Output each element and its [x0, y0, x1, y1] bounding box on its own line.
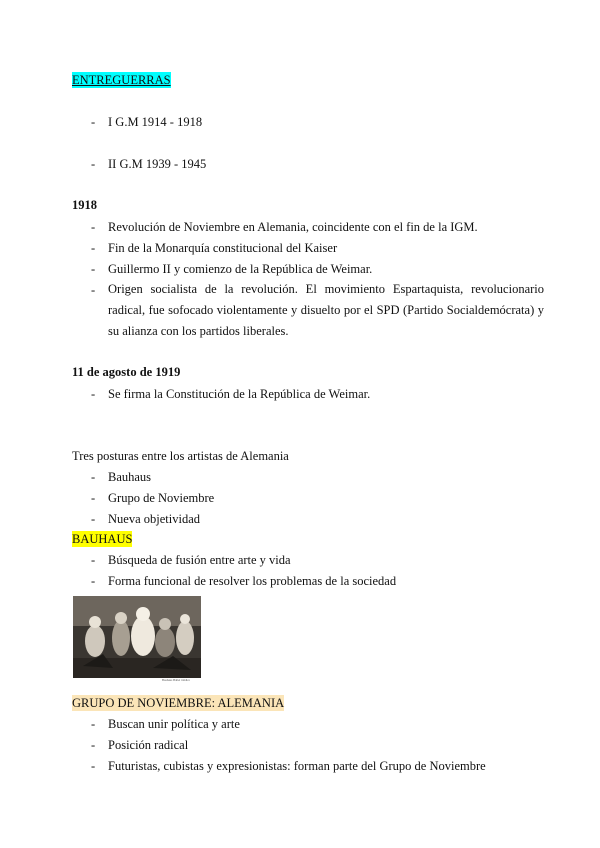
bullet: -	[91, 115, 96, 129]
list-item-wrapped: Origen socialista de la revolución. El movimiento Espartaquista, revolucionario radical, fue sofocado violentamente y disuelto por el SPD (Partido Socialdemócrata) y su alianza con los partidos liberales.	[108, 282, 544, 338]
heading-bauhaus: BAUHAUS	[72, 532, 133, 546]
list-item: Posición radical	[108, 738, 189, 752]
list-item: Se firma la Constitución de la República de Weimar.	[108, 387, 371, 401]
bullet: -	[91, 553, 96, 567]
heading-agosto-1919: 11 de agosto de 1919	[72, 365, 181, 379]
bullet: -	[91, 262, 96, 276]
bullet: -	[91, 241, 96, 255]
bullet: -	[91, 717, 96, 731]
bullet: -	[91, 470, 96, 484]
title-entreguerras: ENTREGUERRAS	[72, 73, 171, 87]
bullet: -	[91, 387, 96, 401]
bullet: -	[91, 220, 96, 234]
list-item: Grupo de Noviembre	[108, 491, 215, 505]
bullet: -	[91, 491, 96, 505]
bullet: -	[91, 759, 96, 773]
bauhaus-photo	[73, 596, 201, 678]
list-item: Fin de la Monarquía constitucional del Kaiser	[108, 241, 338, 255]
heading-1918: 1918	[72, 198, 97, 212]
bullet: -	[91, 512, 96, 526]
heading-grupo-noviembre: GRUPO DE NOVIEMBRE: ALEMANIA	[72, 696, 285, 710]
list-item: Guillermo II y comienzo de la República de Weimar.	[108, 262, 373, 276]
bullet: -	[91, 574, 96, 588]
list-item: Buscan unir política y arte	[108, 717, 240, 731]
photo-caption: Bauhaus Ballet triádico	[162, 678, 191, 682]
list-item: Nueva objetividad	[108, 512, 200, 526]
list-item: Futuristas, cubistas y expresionistas: forman parte del Grupo de Noviembre	[108, 759, 486, 773]
bullet: -	[91, 157, 96, 171]
posturas-intro: Tres posturas entre los artistas de Alemania	[72, 449, 289, 463]
bullet: -	[91, 283, 96, 297]
list-item: Bauhaus	[108, 470, 152, 484]
list-item: Forma funcional de resolver los problemas de la sociedad	[108, 574, 397, 588]
war-item-1: I G.M 1914 - 1918	[108, 115, 203, 129]
war-item-2: II G.M 1939 - 1945	[108, 157, 207, 171]
bullet: -	[91, 738, 96, 752]
list-item: Revolución de Noviembre en Alemania, coincidente con el fin de la IGM.	[108, 220, 478, 234]
list-item: Búsqueda de fusión entre arte y vida	[108, 553, 291, 567]
